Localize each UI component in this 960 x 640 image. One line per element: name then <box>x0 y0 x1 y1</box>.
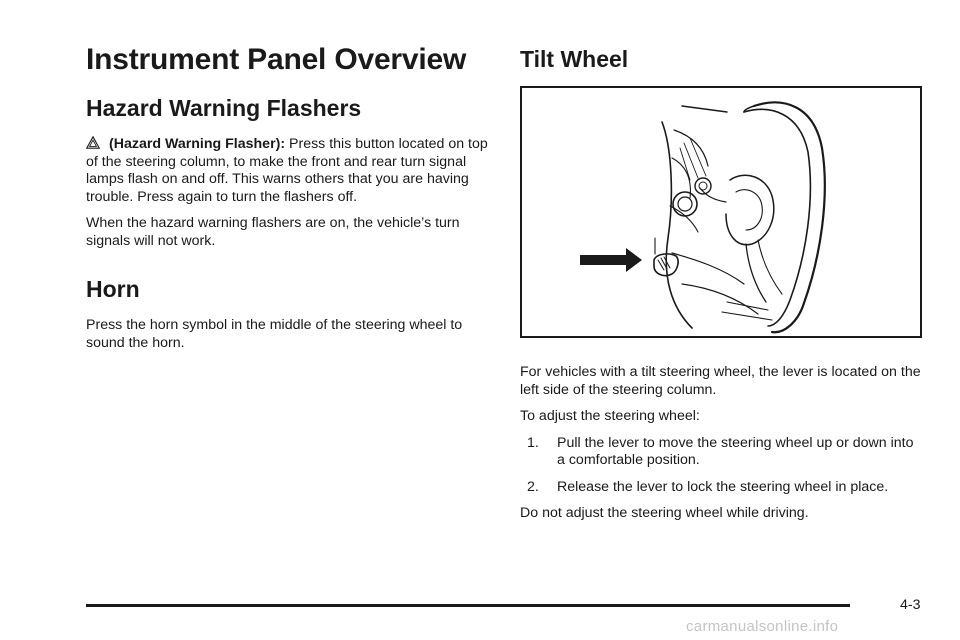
steering-wheel-tilt-lever-illustration <box>522 88 920 336</box>
tilt-step <box>527 435 925 470</box>
step-text: Pull the lever to move the steering wheel up or down into a comfortable position. <box>557 434 914 468</box>
hazard-paragraph <box>86 136 496 206</box>
left-column <box>86 42 496 352</box>
tilt-intro: For vehicles with a tilt steering wheel, the lever is located on the left side of the steering column. <box>520 364 921 398</box>
horn-heading: Horn <box>86 276 140 302</box>
horn-paragraph: Press the horn symbol in the middle of the steering wheel to sound the horn. <box>86 317 463 351</box>
right-column <box>520 42 925 523</box>
tilt-step <box>527 479 925 497</box>
page-number: 4-3 <box>900 597 921 613</box>
tilt-heading: Tilt Wheel <box>520 46 629 72</box>
page-title: Instrument Panel Overview <box>86 43 467 76</box>
step-number: 1. <box>527 434 539 451</box>
step-number: 2. <box>527 478 539 495</box>
tilt-closing: Do not adjust the steering wheel while driving. <box>520 505 809 521</box>
hazard-note: When the hazard warning flashers are on, the vehicle’s turn signals will not work. <box>86 215 460 249</box>
footer-rule <box>86 604 850 607</box>
hazard-triangle-icon <box>86 136 100 149</box>
tilt-steps <box>520 435 925 497</box>
hazard-text: Press this button located on top of the steering column, to make the front and rear turn signal lamps flash on and off. This warns others that you are having trouble. Press again to turn the flashers off. <box>86 136 488 205</box>
steering-wheel-figure <box>520 86 922 338</box>
watermark: carmanualsonline.info <box>686 618 839 635</box>
hazard-heading: Hazard Warning Flashers <box>86 95 362 121</box>
tilt-lead: To adjust the steering wheel: <box>520 408 700 424</box>
step-text: Release the lever to lock the steering wheel in place. <box>557 478 889 495</box>
hazard-label: (Hazard Warning Flasher): <box>109 136 286 152</box>
